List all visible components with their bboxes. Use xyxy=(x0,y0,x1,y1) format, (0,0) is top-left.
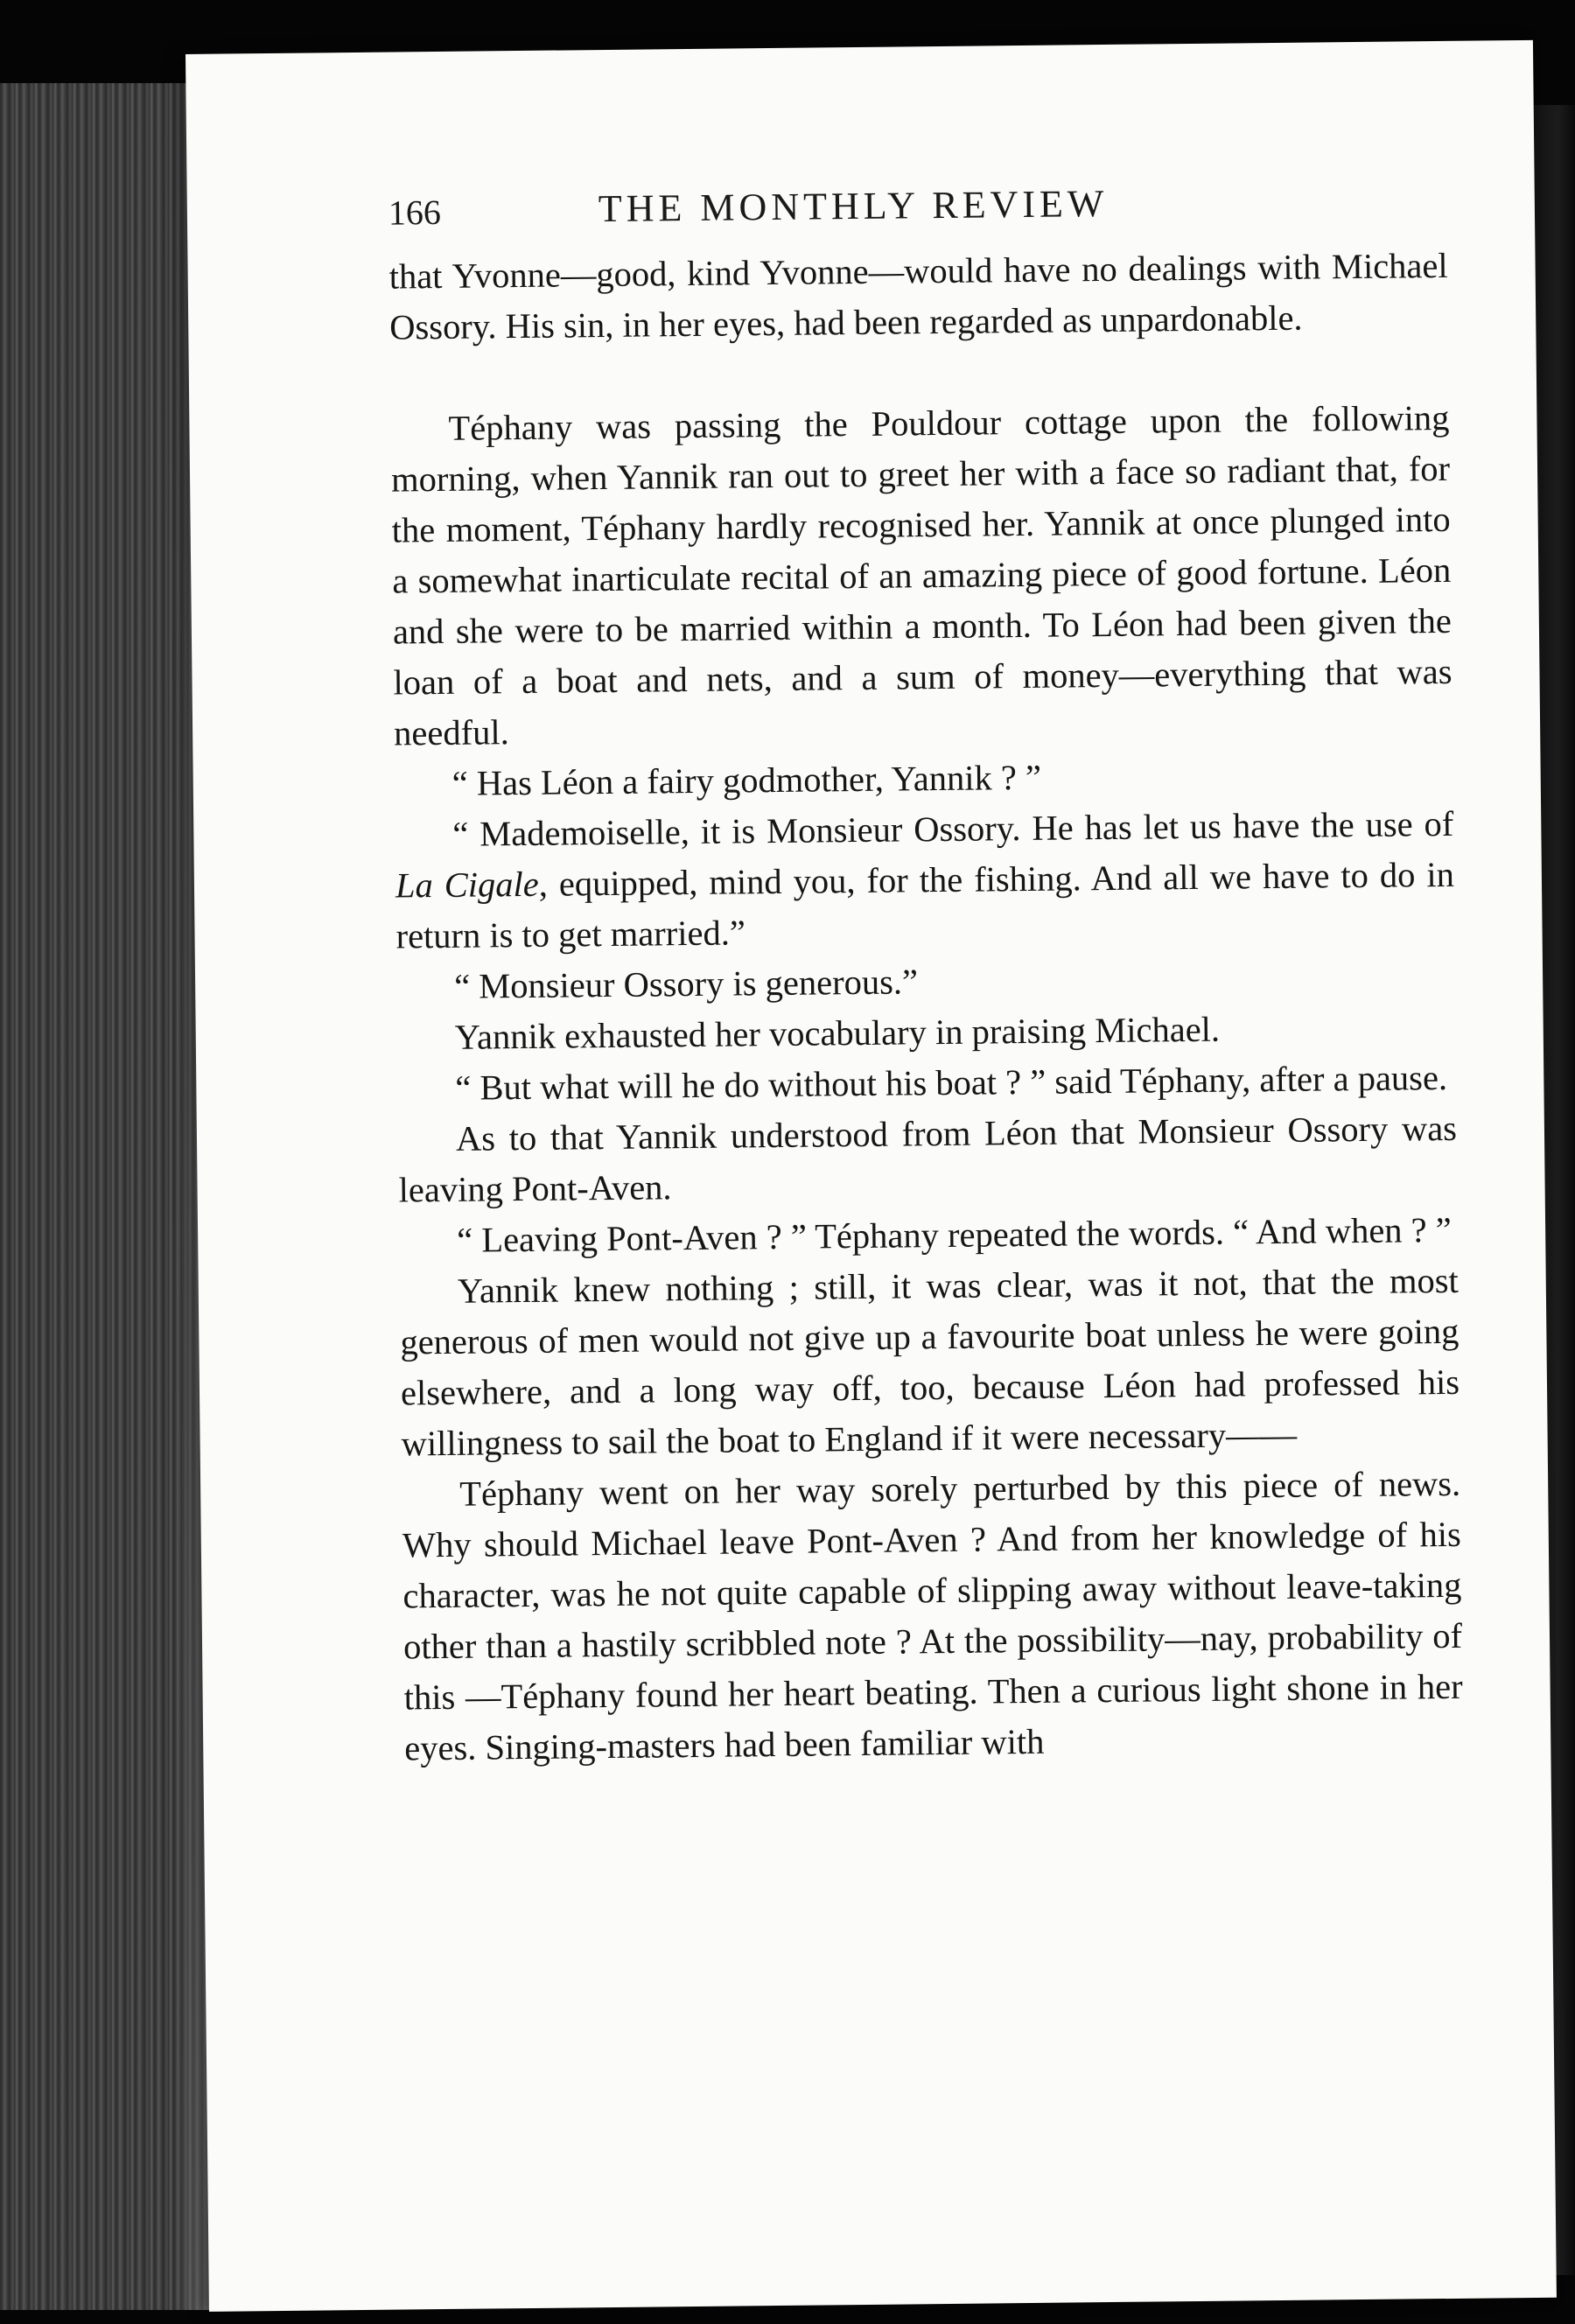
dialogue-line: “ But what will he do without his boat ? ” said Téphany, after a pause. xyxy=(455,1057,1448,1108)
paragraph: As to that Yannik understood from Léon that Monsieur Ossory was leaving Pont-Aven. xyxy=(398,1108,1458,1210)
page-content xyxy=(388,172,1464,1774)
boat-name: La Cigale xyxy=(395,864,539,906)
journal-title: THE MONTHLY REVIEW xyxy=(598,181,1109,231)
paragraph: Yannik knew nothing ; still, it was clear, was it not, that the most generous of men would not give up a favourite boat unless he were going elsewhere, and a long way off, too, because Léon had professed his willingness to sail the boat to England if it were necessary—— xyxy=(400,1260,1460,1464)
text-run: , equipped, mind you, for the fishing. And all we have to do in return is to get married.” xyxy=(396,854,1455,956)
paragraph: Téphany went on her way sorely perturbed by this piece of news. Why should Michael leave Pont-Aven ? And from her knowledge of his character, was he not quite capable of slipping away without leave-taking other than a hastily scribbled note ? At the possibility—nay, probability of this —Téphany found her heart beating. Then a curious light shone in her eyes. Singing-masters had been familiar with xyxy=(402,1463,1463,1768)
body-text xyxy=(388,241,1463,1774)
dialogue-line: “ Monsieur Ossory is generous.” xyxy=(453,962,919,1006)
dialogue-line: “ Has Léon a fairy godmother, Yannik ? ” xyxy=(452,757,1042,803)
dialogue-line: “ Leaving Pont-Aven ? ” Téphany repeated the words. “ And when ? ” xyxy=(456,1209,1452,1260)
page-sheet xyxy=(186,40,1557,2312)
text-run: “ Mademoiselle, it is Monsieur Ossory. He has let us have the use of xyxy=(452,803,1454,854)
book-page-edges xyxy=(0,83,217,2310)
paragraph: Yannik exhausted her vocabulary in praising Michael. xyxy=(454,1009,1221,1057)
paragraph-section-start: Téphany was passing the Pouldour cottage upon the following morning, when Yannik ran out to greet her with a face so radiant that, for the moment, Téphany hardly recognised her. Yannik at once plunged into a somewhat inarticulate recital of an amazing piece of good fortune. Léon and she were to be married within a month. To Léon had been given the loan of a boat and nets, and a sum of money—everything that was needful. xyxy=(390,397,1452,753)
dialogue-line xyxy=(395,799,1455,962)
running-head xyxy=(388,172,1448,245)
page-number: 166 xyxy=(388,192,442,233)
paragraph-continued: that Yvonne—good, kind Yvonne—would have no dealings with Michael Ossory. His sin, in her eyes, had been regarded as unpardonable. xyxy=(388,245,1448,347)
